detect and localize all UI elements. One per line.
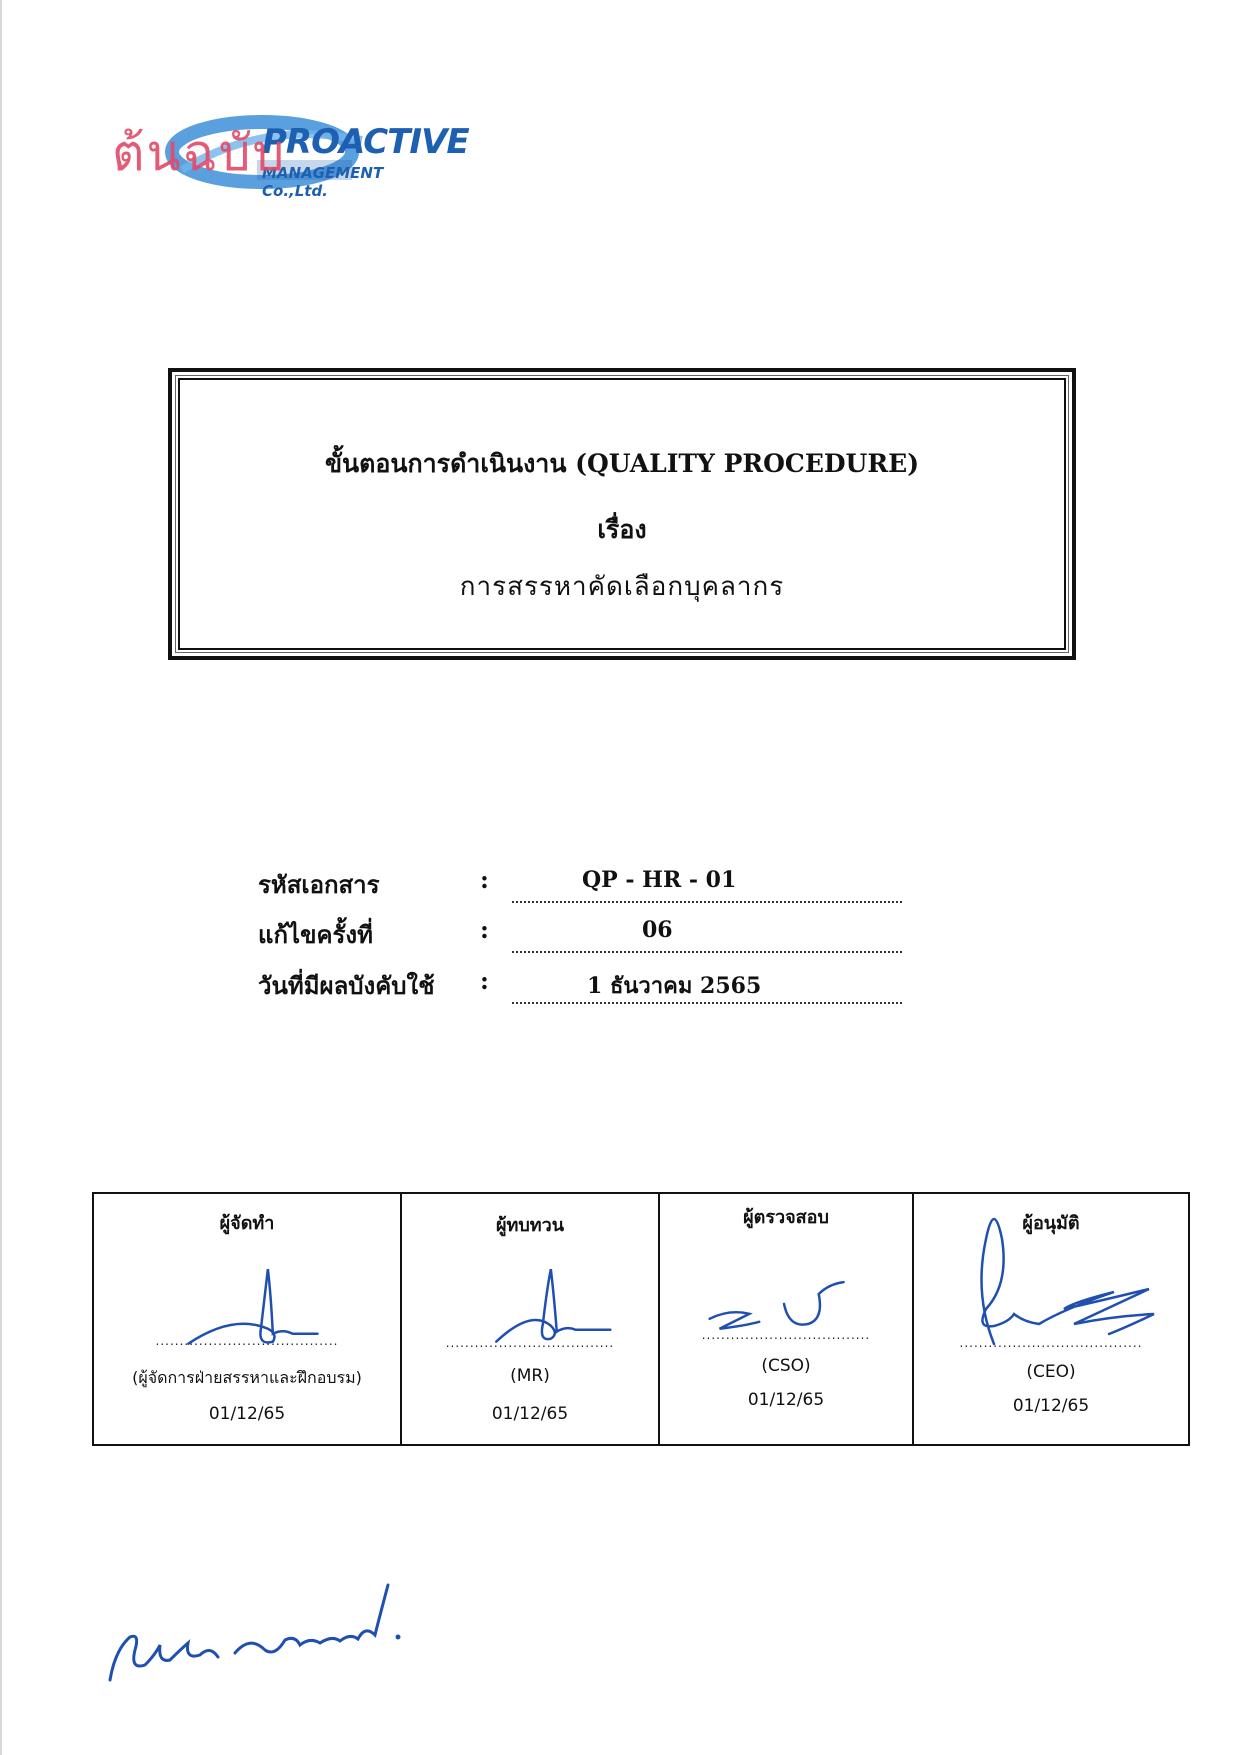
- info-label: แก้ไขครั้งที่: [258, 920, 373, 949]
- role-label: ผู้อนุมัติ: [1022, 1213, 1080, 1234]
- info-label: วันที่มีผลบังคับใช้: [258, 971, 435, 1000]
- signature-cell-auditor: [660, 1194, 914, 1444]
- subject-label: เรื่อง: [597, 515, 647, 544]
- logo-text: PROACTIVE: [262, 122, 469, 162]
- info-label: รหัสเอกสาร: [258, 870, 380, 899]
- sign-date: 01/12/65: [491, 1404, 569, 1424]
- role-label: ผู้จัดทำ: [219, 1213, 275, 1234]
- info-row-effective-date: [258, 966, 958, 1012]
- info-value: [512, 966, 902, 1004]
- info-row-revision: [258, 915, 958, 961]
- role-label: ผู้ตรวจสอบ: [743, 1207, 829, 1228]
- bottom-signature-icon: [100, 1565, 440, 1695]
- sign-date: 01/12/65: [208, 1404, 286, 1424]
- signature-cell-approver: [914, 1194, 1188, 1444]
- doc-code-value: QP - HR - 01: [582, 867, 737, 893]
- signer-title: (CSO): [761, 1356, 811, 1376]
- logo-subtext: MANAGEMENT Co.,Ltd.: [262, 164, 384, 200]
- company-logo: [112, 100, 469, 200]
- info-value: [512, 915, 902, 953]
- signer-title: (MR): [510, 1366, 550, 1386]
- signer-title: (CEO): [1026, 1362, 1076, 1382]
- effective-date-value: 1 ธันวาคม 2565: [587, 973, 762, 999]
- subject-title: การสรรหาคัดเลือกบุคลากร: [459, 572, 785, 602]
- signature-cell-preparer: [94, 1194, 402, 1444]
- signature-line: ......................................: [155, 1334, 339, 1348]
- sign-date: 01/12/65: [747, 1390, 825, 1410]
- title-box: [168, 368, 1076, 660]
- role-label: ผู้ทบทวน: [495, 1215, 565, 1236]
- info-colon: :: [480, 865, 489, 894]
- info-row-doc-code: [258, 865, 958, 911]
- signature-cell-reviewer: [402, 1194, 660, 1444]
- signature-line: ...................................: [701, 1328, 871, 1342]
- signature-line: ......................................: [959, 1336, 1143, 1350]
- signature-table: [92, 1192, 1190, 1446]
- signature-line: ...................................: [445, 1336, 615, 1350]
- sign-date: 01/12/65: [1012, 1396, 1090, 1416]
- procedure-heading: ขั้นตอนการดำเนินงาน (QUALITY PROCEDURE): [324, 449, 920, 478]
- original-stamp: ต้นฉบับ: [112, 124, 287, 182]
- info-colon: :: [480, 915, 489, 944]
- info-colon: :: [480, 966, 489, 995]
- signer-title: (ผู้จัดการฝ่ายสรรหาและฝึกอบรม): [132, 1368, 362, 1387]
- revision-value: 06: [642, 917, 673, 943]
- info-value: [512, 865, 902, 903]
